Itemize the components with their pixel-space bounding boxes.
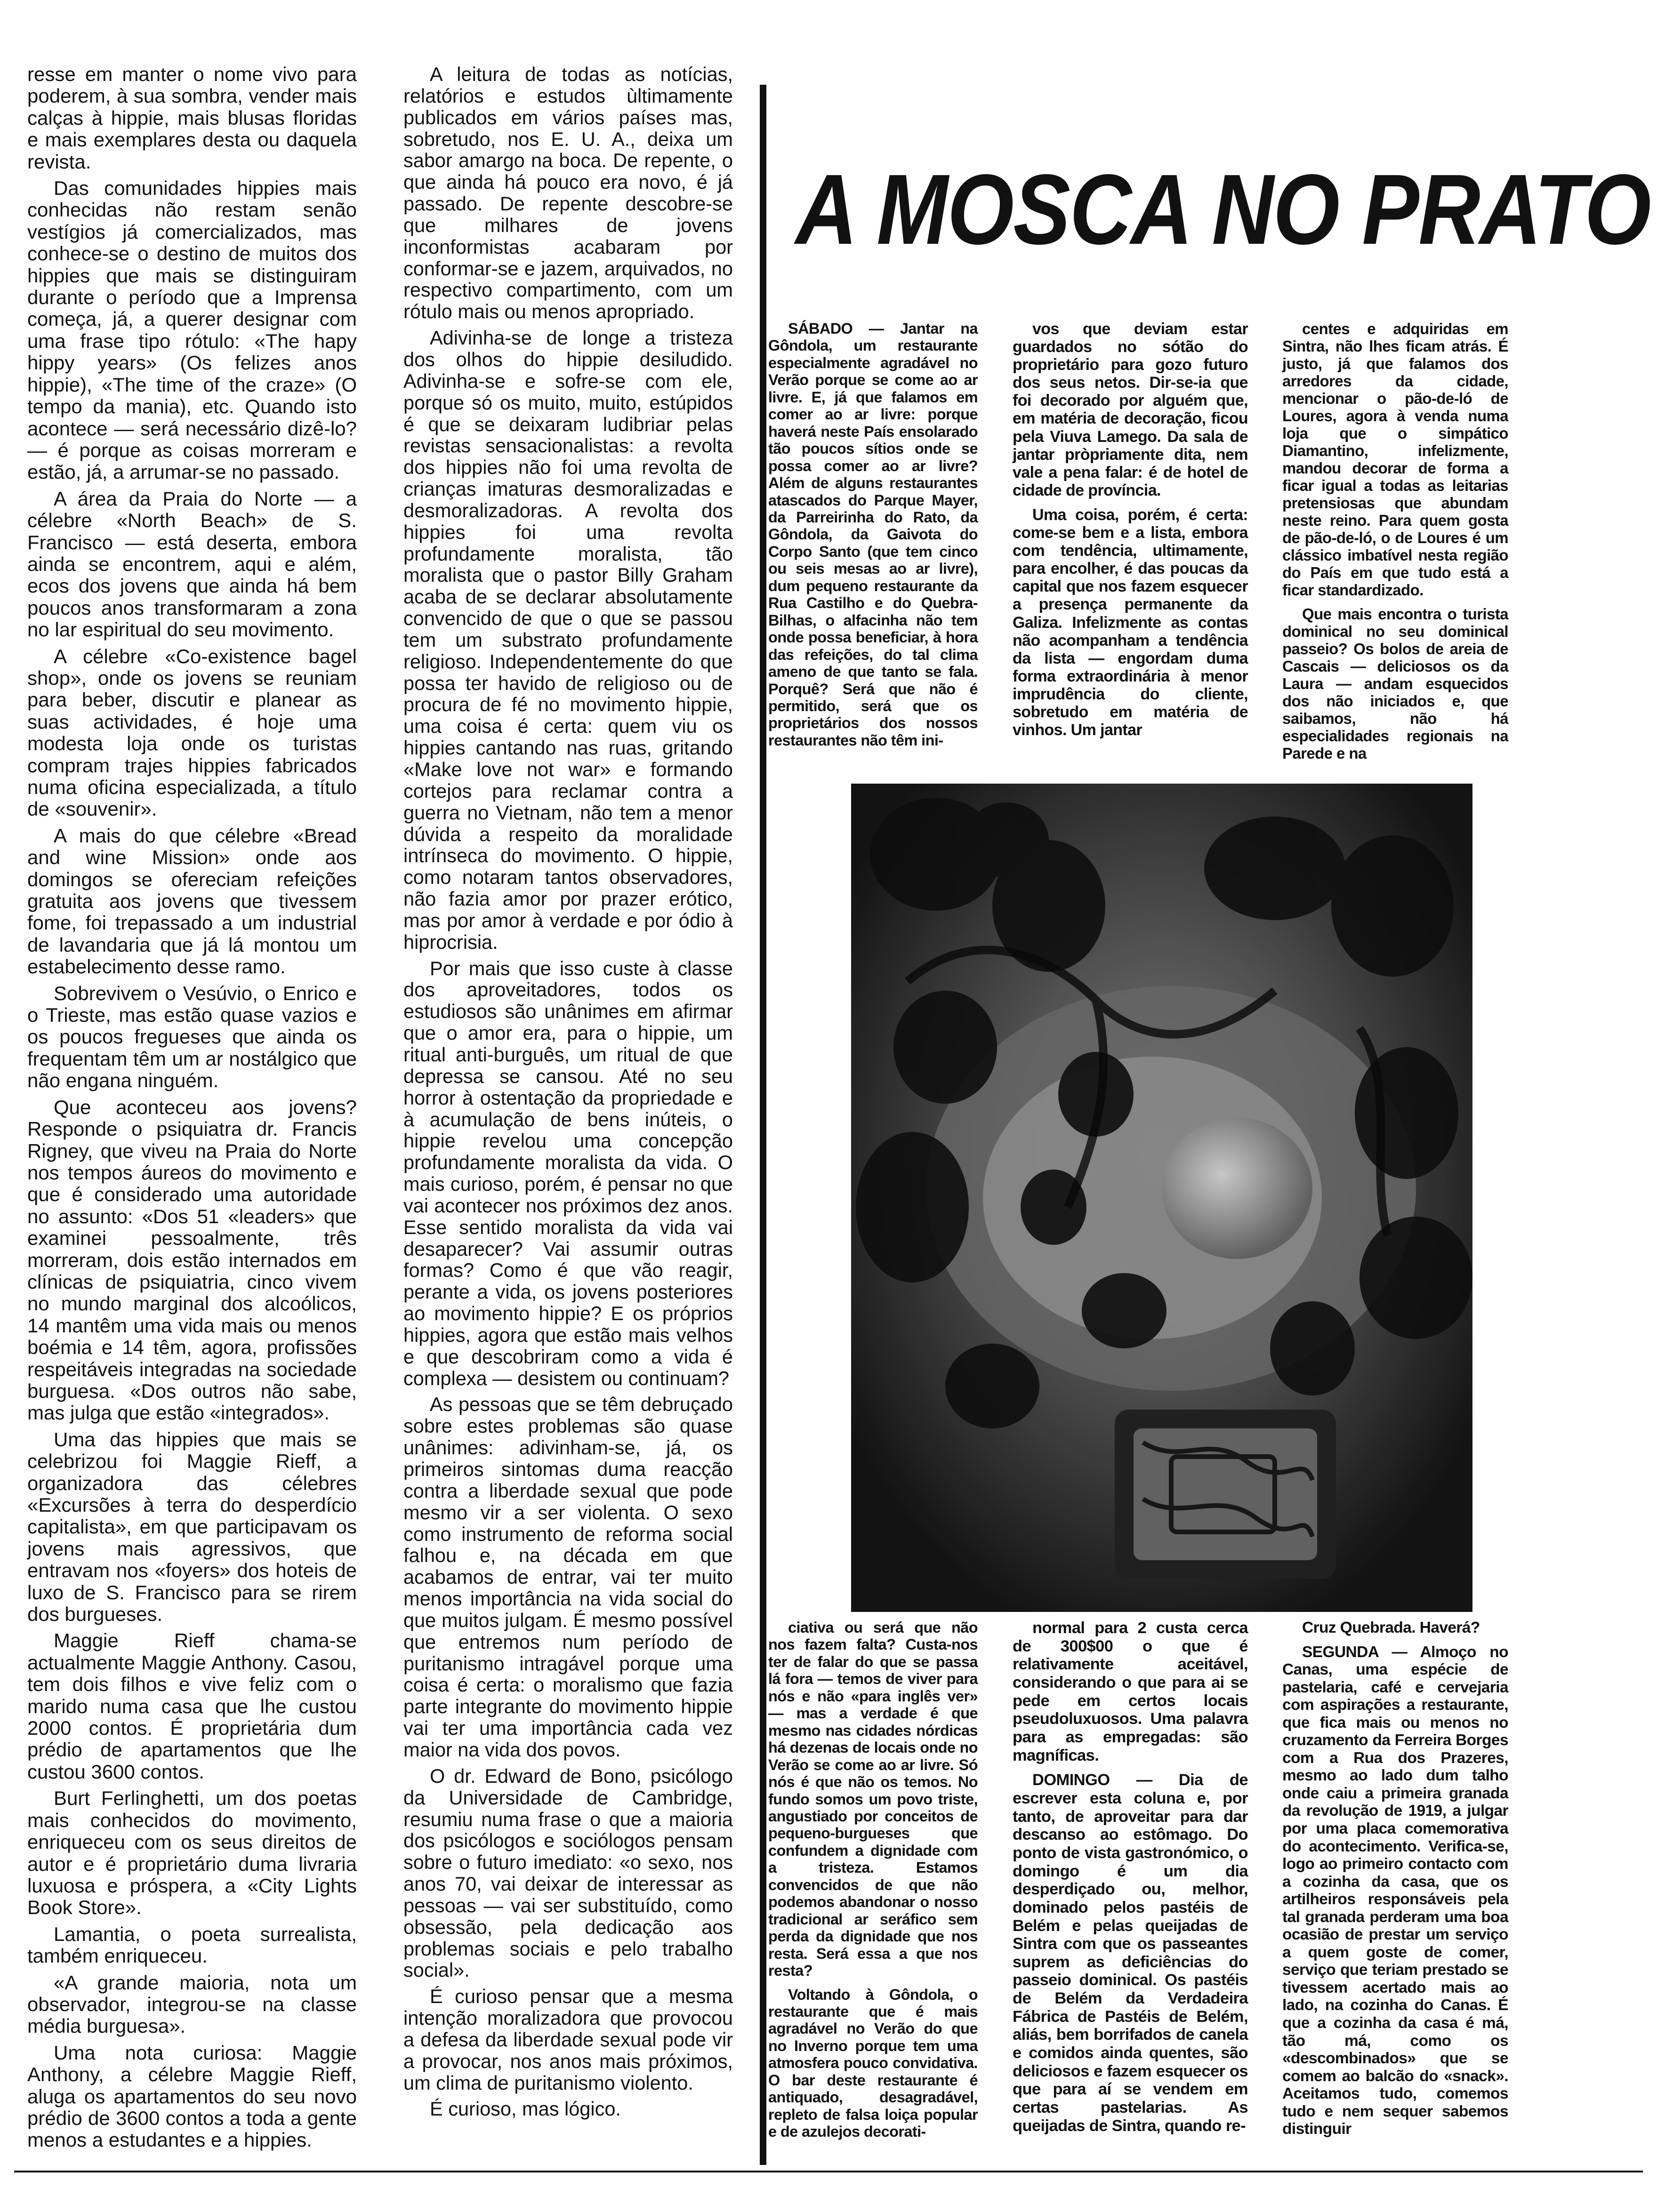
paragraph: vos que deviam estar guardados no sótão do proprietário para gozo futuro dos seus netos. Dir-se-ia que foi decorado por alguém que, em matéria de decoração, ficou pela Viuva Lamego. Da sala de jantar pròpriamente dita, nem vale a pena falar: é de hotel de cidade de província. [1013,320,1248,499]
article-photo [851,784,1472,1612]
column-divider [760,85,766,2165]
story-column-3-continued [1282,1619,1508,2138]
paragraph: Que mais encontra o turista dominical no seu dominical passeio? Os bolos de areia de Cascais — deliciosos os da Laura — andam esquecidos dos não iniciados e, que saibamos, não há especialidades regionais na Parede e na [1282,605,1508,762]
paragraph: normal para 2 custa cerca de 300$00 o que é relativamente aceitável, considerando o que para ai se pede em certos locais pseudoluxuosos. Uma palavra para as empregadas: são magníficas. [1013,1619,1248,1764]
paragraph: Por mais que isso custe à classe dos aproveitadores, todos os estudiosos são unânimes em afirmar que o amor era, para o hippie, um ritual anti-burguês, um ritual de que depressa se cansou. Até no seu horror à ostentação da propriedade e à acumulação de bens inúteis, o hippie revelou uma concepção profundamente moralista da vida. O mais curioso, porém, é pensar no que vai acontecer nos próximos dez anos. Esse sentido moralista da vida vai desaparecer? Vai assumir outras formas? Como é que vão reagir, perante a vida, os jovens posteriores ao movimento hippie? E os próprios hippies, agora que estão mais velhos e que descobriram como a vida é complexa — desistem ou continuam? [403,957,733,1389]
story-column-2-continued [1013,1619,1248,2135]
paragraph: DOMINGO — Dia de escrever esta coluna e, por tanto, de aproveitar para dar descanso ao estômago. Do ponto de vista gastronómico, o domingo é um dia desperdiçado ou, melhor, dominado pelos pastéis de Belém e pelas queijadas de Sintra com que os passeantes suprem as deficiências do passeio dominical. Os pastéis de Belém da Verdadeira Fábrica de Pastéis de Belém, aliás, bem borrifados de canela e comidos ainda quentes, são deliciosos e fazem esquecer os que para aí se vendem em certas pastelarias. As queijadas de Sintra, quando re- [1013,1771,1248,2135]
paragraph: resse em manter o nome vivo para poderem, à sua sombra, vender mais calças à hippie, mais blusas floridas e mais exemplares desta ou daquela revista. [27,63,357,173]
paragraph: «A grande maioria, nota um observador, integrou-se na classe média burguesa». [27,1971,357,2037]
paragraph: A leitura de todas as notícias, relatórios e estudos ùltimamente publicados em vários países mas, sobretudo, nos E. U. A., deixa um sabor amargo na boca. De repente, o que ainda há pouco era novo, é já passado. De repente descobre-se que milhares de jovens inconformistas acabaram por conformar-se e jazem, arquivados, no respectivo compartimento, com um rótulo mais ou menos apropriado. [403,63,733,323]
story-column-3 [1282,320,1508,762]
paragraph: Cruz Quebrada. Haverá? [1302,1619,1480,1636]
story-column-2 [1013,320,1248,739]
paragraph: Sobrevivem o Vesúvio, o Enrico e o Trieste, mas estão quase vazios e os poucos fregueses que ainda os frequentam têm um ar nostálgico que não engana ninguém. [27,982,357,1092]
paragraph: centes e adquiridas em Sintra, não lhes ficam atrás. É justo, já que falamos dos arredores da cidade, mencionar o pão-de-ló de Loures, agora à venda numa loja que o simpático Diamantino, infelizmente, mandou decorar de forma a ficar igual a todas as leitarias pretensiosas que abundam neste reino. Para quem gosta de pão-de-ló, o de Loures é um clássico imbatível nesta região do País em que tudo está a ficar standardizado. [1282,320,1508,599]
paragraph: Uma nota curiosa: Maggie Anthony, a célebre Maggie Rieff, aluga os apartamentos do seu novo prédio de 3600 contos a toda a gente menos a estudantes e a hippies. [27,2041,357,2151]
paragraph: Lamantia, o poeta surrealista, também enriqueceu. [27,1923,357,1967]
middle-column [403,64,733,2120]
paragraph: Uma das hippies que mais se celebrizou foi Maggie Rieff, a organizadora das célebres «Excursões à terra do desperdício capitalista», em que participavam os jovens mais agressivos, que entravam nos «foyers» dos hoteis de luxo de S. Francisco para se rirem dos burgueses. [27,1428,357,1626]
paragraph: Maggie Rieff chama-se actualmente Maggie Anthony. Casou, tem dois filhos e vive feliz com o marido numa casa que lhe custou 2000 contos. É proprietária dum prédio de apartamentos que lhe custou 3600 contos. [27,1629,357,1783]
paragraph: É curioso pensar que a mesma intenção moralizadora que provocou a defesa da liberdade sexual pode vir a provocar, nos anos mais próximos, um clima de puritanismo violento. [403,1985,733,2094]
paragraph: Uma coisa, porém, é certa: come-se bem e a lista, embora com tendência, ultimamente, para encolher, é das poucas da capital que nos fazem esquecer a presença permanente da Galiza. Infelizmente as contas não acompanham a tendência da lista — engordam duma forma extraordinária à menor imprudência do cliente, sobretudo em matéria de vinhos. Um jantar [1013,505,1248,739]
headline: A MOSCA NO PRATO [796,153,1650,265]
paragraph: Burt Ferlinghetti, um dos poetas mais conhecidos do movimento, enriqueceu com os seus direitos de autor e é proprietário duma livraria luxuosa e próspera, a «City Lights Book Store». [27,1787,357,1919]
paragraph: Adivinha-se de longe a tristeza dos olhos do hippie desiludido. Adivinha-se e sofre-se com ele, porque só os muito, muito, estúpidos é que se deixaram ludibriar pelas revistas sensacionalistas: a revolta dos hippies não foi uma revolta de crianças imaturas desmoralizadas e desmoralizadoras. A revolta dos hippies foi uma revolta profundamente moralista, tão moralista que o pastor Billy Graham acaba de se declarar absolutamente convencido de que o que se passou tem um substrato profundamente religioso. Independentemente do que possa ter havido de religioso ou de procura de fé no movimento hippie, uma coisa é certa: quem viu os hippies cantando nas ruas, gritando «Make love not war» e formando cortejos para reclamar contra a guerra no Vietnam, não tem a menor dúvida a respeito da moralidade intrínseca do movimento. O hippie, como notaram tantos observadores, não fazia amor por prazer erótico, mas por amor à verdade e por ódio à hiprocrisia. [403,327,733,953]
paragraph: ciativa ou será que não nos fazem falta? Custa-nos ter de falar do que se passa lá fora — temos de viver para nós e não «para inglês ver» — mas a verdade é que mesmo nas cidades nórdicas há dezenas de locais onde no Verão se come ao ar livre. Só nós é que não os temos. No fundo somos um povo triste, angustiado por conceitos de pequeno-burgueses que confundem a dignidade com a tristeza. Estamos convencidos de que não podemos abandonar o nosso tradicional ar seráfico sem perda da dignidade que nos resta. Será essa a que nos resta? [768,1619,978,1980]
paragraph: É curioso, mas lógico. [430,2098,621,2120]
left-column [27,64,357,2151]
paragraph: As pessoas que se têm debruçado sobre estes problemas são quase unânimes: adivinham-se, já, os primeiros sintomas duma reacção contra a liberdade sexual que pode mesmo vir a ser violenta. O sexo como instrumento de reforma social falhou e, na década em que acabamos de entrar, vai ter muito menos importância na vida social do que muitos julgam. É mesmo possível que entremos num período de puritanismo intragável porque uma coisa é certa: o moralismo que fazia parte integrante do movimento hippie vai ter uma importância cada vez maior na vida dos povos. [403,1393,733,1761]
story-column-1-continued [768,1619,978,2140]
paragraph: SEGUNDA — Almoço no Canas, uma espécie de pastelaria, café e cervejaria com aspirações a restaurante, que fica mais ou menos no cruzamento da Ferreira Borges com a Rua dos Prazeres, mesmo ao lado dum talho onde caiu a primeira granada da revolução de 1919, a julgar por uma placa comemorativa do acontecimento. Verifica-se, logo ao primeiro contacto com a cozinha da casa, que os artilheiros responsáveis pela tal granada perderam uma boa ocasião de prestar um serviço a quem goste de comer, serviço que teriam prestado se tivessem acertado mais ao lado, na cozinha do Canas. É que a cozinha da casa é má, tão má, como os «descombinados» que se comem ao balcão do «snack». Aceitamos tudo, comemos tudo e nem sequer sabemos distinguir [1282,1643,1508,2138]
paragraph: SÁBADO — Jantar na Gôndola, um restaurante especialmente agradável no Verão porque se come ao ar livre. E, já que falamos em comer ao ar livre: porque haverá neste País ensolarado tão poucos sítios onde se possa comer ao ar livre? Além de alguns restaurantes atascados do Parque Mayer, da Parreirinha do Rato, da Gôndola, da Gaivota do Corpo Santo (que tem cinco ou seis mesas ao ar livre), dum pequeno restaurante da Rua Castilho e do Quebra-Bilhas, o alfacinha não tem onde possa beneficiar, à hora das refeições, do tal clima ameno de que tanto se fala. Porquê? Será que não é permitido, será que os proprietários dos nossos restaurantes não têm ini- [768,320,978,749]
story-column-1 [768,320,978,749]
bottom-rule [14,2171,1643,2172]
paragraph: A célebre «Co-existence bagel shop», onde os jovens se reuniam para beber, discutir e planear as suas actividades, é hoje uma modesta loja onde os turistas compram trajes hippies fabricados numa oficina especializada, a título de «souvenir». [27,645,357,820]
paragraph: O dr. Edward de Bono, psicólogo da Universidade de Cambridge, resumiu numa frase o que a maioria dos psicólogos e sociólogos pensam sobre o futuro imediato: «o sexo, nos anos 70, vai deixar de interessar as pessoas — vai ser substituído, como obsessão, pela dedicação aos problemas sociais e pelo trabalho social». [403,1764,733,1981]
paragraph: Que aconteceu aos jovens? Responde o psiquiatra dr. Francis Rigney, que viveu na Praia do Norte nos tempos áureos do movimento e que é considerado uma autoridade no assunto: «Dos 51 «leaders» que examinei pessoalmente, três morreram, dois estão internados em clínicas de psiquiatria, cinco vivem no mundo marginal dos alcoólicos, 14 mantêm uma vida mais ou menos boémia e 14 têm, agora, profissões respeitáveis integradas na sociedade burguesa. «Dos outros não sabe, mas julga que estão «integrados». [27,1096,357,1424]
paragraph: A área da Praia do Norte — a célebre «North Beach» de S. Francisco — está deserta, embora ainda se encontrem, aqui e além, ecos dos jovens que ainda há bem poucos anos transformaram a zona no lar espiritual do seu movimento. [27,487,357,641]
photo-icon [851,784,1472,1612]
paragraph: Voltando à Gôndola, o restaurante que é mais agradável no Verão do que no Inverno porque tem uma atmosfera pouco convidativa. O bar deste restaurante é antiquado, desagradável, repleto de falsa loiça popular e de azulejos decorati- [768,1986,978,2140]
paragraph: A mais do que célebre «Bread and wine Mission» onde aos domingos se ofereciam refeições gratuita aos jovens que tivessem fome, foi trepassado a um industrial de lavandaria que já lá montou um estabelecimento desse ramo. [27,824,357,978]
paragraph: Das comunidades hippies mais conhecidas não restam senão vestígios já comercializados, mas conhece-se o destino de muitos dos hippies que mais se distinguiram durante o período que a Imprensa começa, já, a querer designar com uma frase tipo rótulo: «The hapy hippy years» (Os felizes anos hippie), «The time of the craze» (O tempo da mania), etc. Quando isto acontece — será necessário dizê-lo? — é porque as coisas morreram e estão, já, a arrumar-se no passado. [27,177,357,483]
